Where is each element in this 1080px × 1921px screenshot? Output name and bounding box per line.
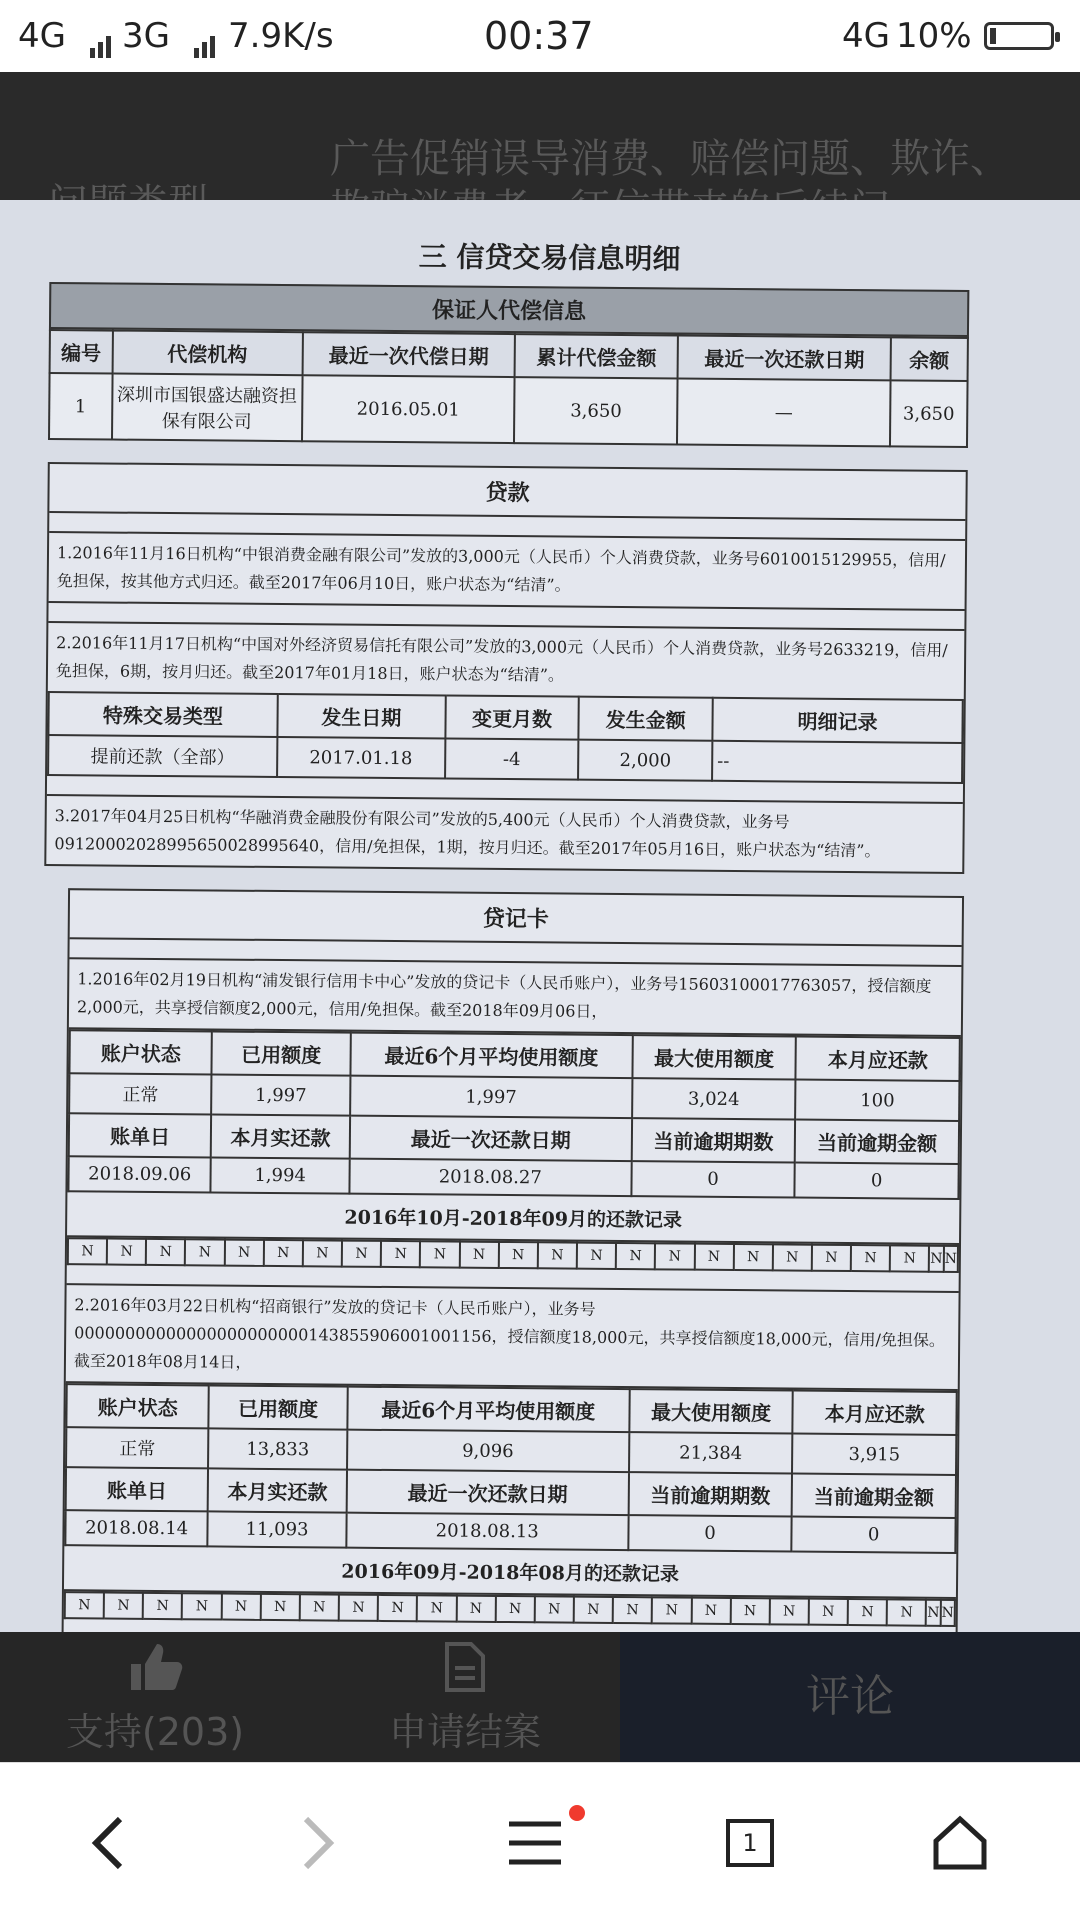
repayment-mark: N [260,1594,299,1620]
table-header: 编号 [50,330,113,374]
table-header: 特殊交易类型 [48,692,277,737]
table-header: 最近一次还款日期 [346,1470,628,1515]
table-cell: 1 [49,373,112,440]
repayment-mark: N [221,1594,260,1620]
table-cell: 0 [792,1517,956,1553]
card-1-record-title: 2016年10月-2018年09月的还款记录 [67,1192,959,1245]
loan-item-1: 1.2016年11月16日机构“中银消费金融有限公司”发放的3,000元（人民币）个人消费贷款，业务号6010015129955，信用/免担保，按其他方式归还。截至2017年06月10日，账户状态为“结清”。 [49,533,966,611]
status-bar [0,0,1080,72]
back-arrow-icon [88,1815,128,1871]
notification-dot [569,1805,585,1821]
thumbs-up-icon [127,1642,183,1692]
loan-item-3: 3.2017年04月25日机构“华融消费金融股份有限公司”发放的5,400元（人民币）个人消费贷款，业务号0912000202899565002899564​0，信用/免担保，1期，按月归还。截至2017年05月16日，账户状态为“结清”。 [54,806,881,861]
table-cell: 3,650 [890,380,968,447]
card-1-table [67,1029,960,1200]
table-cell: 3,650 [514,377,677,444]
repayment-mark: N [809,1599,848,1625]
tabs-button[interactable] [710,1803,790,1883]
repayment-mark: N [773,1244,812,1270]
complaint-type-text: 广告促销误导消费、赔偿问题、欺诈、 [330,136,1010,182]
repayment-mark: N [812,1245,851,1271]
table-cell: 3,915 [792,1434,956,1475]
repayment-mark: N [264,1240,303,1266]
table-cell: 2017.01.18 [277,737,445,778]
repayment-mark: N [694,1244,733,1270]
table-cell: 1,997 [350,1076,632,1118]
loan-item-2: 2.2016年11月17日机构“中国对外经济贸易信托有限公司”发放的3,000元（人民币）个人消费贷款，业务号2633219，信用/免担保，6期，按月归还。截至2017年01月18日，账户状态为“结清”。 [55,633,948,685]
table-header: 本月应还款 [793,1391,957,1435]
repayment-mark: N [769,1598,808,1624]
credit-cards-section [61,888,964,1632]
repayment-mark: N [459,1242,498,1268]
home-icon [932,1815,988,1871]
repayment-mark: N [851,1245,890,1271]
repayment-mark: N [68,1238,107,1264]
repayment-mark: N [224,1240,263,1266]
repayment-mark: N [303,1240,342,1266]
repayment-mark: N [65,1592,104,1618]
repayment-mark: N [848,1599,887,1625]
repayment-mark: N [143,1593,182,1619]
repayment-mark: N [535,1596,574,1622]
comment-button[interactable] [620,1632,1080,1762]
card-2-record-title: 2016年09月-2018年08月的还款记录 [64,1546,956,1599]
repayment-mark: N [456,1596,495,1622]
repayment-mark: N [300,1594,339,1620]
tab-count: 1 [726,1819,774,1867]
bottom-action-bar [0,1632,1080,1762]
table-cell: -- [712,741,962,783]
repayment-mark: N [733,1244,772,1270]
table-cell: 100 [795,1080,959,1121]
guarantor-heading: 保证人代偿信息 [49,282,969,337]
document-icon [445,1642,485,1692]
battery-icon [984,22,1054,50]
repayment-mark: N [730,1598,769,1624]
repayment-mark: N [182,1593,221,1619]
signal-icon [84,16,114,58]
credit-report-photo[interactable] [0,200,1080,1632]
forward-button[interactable] [278,1803,358,1883]
table-header: 当前逾期金额 [795,1120,959,1164]
guarantor-table [48,329,969,448]
menu-button[interactable] [495,1803,575,1883]
table-cell: -4 [445,738,579,779]
net-speed: 7.9K/s [228,16,334,56]
repayment-mark: N [577,1243,616,1269]
table-cell: 21,384 [629,1432,793,1473]
signal-icon [188,16,218,58]
card-2-table [64,1383,957,1554]
table-cell: 深圳市国银盛达融资担保有限公司 [112,374,303,442]
support-label: 支持(203) [65,1710,245,1754]
repayment-mark: N [926,1600,940,1626]
table-header: 本月实还款 [211,1114,350,1158]
table-header: 最近6个月平均使用额度 [347,1387,629,1432]
table-cell: 1,994 [211,1157,350,1193]
back-button[interactable] [68,1803,148,1883]
table-cell: — [677,378,890,446]
repayment-mark: N [378,1595,417,1621]
battery-percent: 10% [896,16,972,56]
table-header: 最近一次还款日期 [678,335,891,380]
loans-section [44,462,967,874]
browser-nav-bar [0,1762,1080,1921]
repayment-mark: N [417,1595,456,1621]
repayment-mark: N [574,1597,613,1623]
repayment-mark: N [616,1243,655,1269]
table-cell: 正常 [69,1073,212,1114]
apply-close-button[interactable] [310,1632,620,1762]
repayment-mark: N [613,1597,652,1623]
card-2-description: 2.2016年03月22日机构“招商银行”发放的贷记卡（人民币账户），业务号000000000000000000000001438559060010011​56，授信额度18,000元，共享授信额度18,000元，信用/免担保。截至2018年08月14日， [66,1285,959,1391]
table-cell: 11,093 [208,1511,347,1547]
table-cell: 2018.09.06 [68,1156,211,1192]
repayment-mark: N [107,1239,146,1265]
table-header: 当前逾期期数 [628,1472,792,1516]
table-cell: 2016.05.01 [302,375,515,443]
table-cell: 正常 [66,1427,209,1468]
forward-arrow-icon [298,1815,338,1871]
table-header: 发生金额 [579,697,713,741]
repayment-mark: N [185,1239,224,1265]
menu-icon [507,1818,563,1868]
table-header: 账单日 [69,1113,212,1157]
repayment-mark: N [691,1598,730,1624]
table-header: 账单日 [66,1467,209,1511]
repayment-mark: N [652,1597,691,1623]
table-header: 最大使用额度 [629,1389,793,1433]
table-cell: 0 [628,1515,792,1551]
repayment-mark: N [887,1599,926,1625]
repayment-mark: N [104,1593,143,1619]
credit-cards-heading: 贷记卡 [70,890,962,947]
repayment-mark: N [495,1596,534,1622]
repayment-mark: N [890,1245,929,1271]
table-cell: 提前还款（全部） [48,735,277,777]
repayment-mark: N [499,1242,538,1268]
repayment-mark: N [339,1595,378,1621]
card-1-description: 1.2016年02月19日机构“浦发银行信用卡中心”发放的贷记卡（人民币账户），业务号15603100017763057，授信额度2,000元，共享授信额度2,000元，信用/免担保。截至2018年09月06日， [69,959,962,1037]
repayment-mark: N [146,1239,185,1265]
table-header: 账户状态 [66,1384,209,1428]
table-header: 当前逾期期数 [631,1118,795,1162]
comment-label: 评论 [806,1671,894,1722]
repayment-mark: N [929,1246,943,1272]
table-header: 余额 [890,337,967,381]
repayment-mark: N [420,1241,459,1267]
table-cell: 2018.08.13 [346,1513,628,1550]
table-header: 本月实还款 [208,1468,347,1512]
table-header: 变更月数 [445,695,579,739]
repayment-mark: N [381,1241,420,1267]
clock: 00:37 [484,14,594,58]
table-cell: 1,997 [211,1074,350,1115]
table-cell: 0 [631,1161,795,1197]
credit-report-document [37,210,970,1632]
table-header: 明细记录 [712,698,962,743]
net-type-2: 3G [122,16,170,56]
table-cell: 9,096 [347,1430,629,1472]
apply-close-label: 申请结案 [388,1710,541,1754]
table-cell: 0 [795,1163,959,1199]
repayment-mark: N [943,1246,958,1272]
table-header: 发生日期 [277,694,445,738]
table-cell: 2018.08.14 [65,1510,208,1546]
home-button[interactable] [920,1803,1000,1883]
support-button[interactable] [0,1632,310,1762]
repayment-mark: N [940,1600,955,1626]
table-cell: 3,024 [632,1078,796,1119]
table-header: 代偿机构 [112,331,302,376]
special-transaction-table [47,691,964,784]
table-header: 最近一次代偿日期 [302,332,515,377]
table-header: 已用额度 [209,1385,348,1429]
repayment-mark: N [655,1243,694,1269]
loans-heading: 贷款 [49,464,965,521]
repayment-mark: N [538,1242,577,1268]
repayment-mark: N [342,1241,381,1267]
table-header: 最近6个月平均使用额度 [350,1033,632,1078]
table-header: 当前逾期金额 [792,1474,956,1518]
table-header: 账户状态 [69,1030,212,1074]
table-header: 最近一次还款日期 [350,1116,632,1161]
table-cell: 13,833 [208,1428,347,1469]
doc-title: 三 信贷交易信息明细 [418,240,681,276]
table-header: 最大使用额度 [632,1035,796,1079]
table-cell: 2,000 [578,740,712,781]
table-cell: 2018.08.27 [349,1159,631,1196]
net-type-1: 4G [18,16,66,56]
table-header: 本月应还款 [796,1037,960,1081]
table-header: 已用额度 [212,1031,351,1075]
net-type-3: 4G [842,16,890,56]
table-header: 累计代偿金额 [515,334,678,378]
